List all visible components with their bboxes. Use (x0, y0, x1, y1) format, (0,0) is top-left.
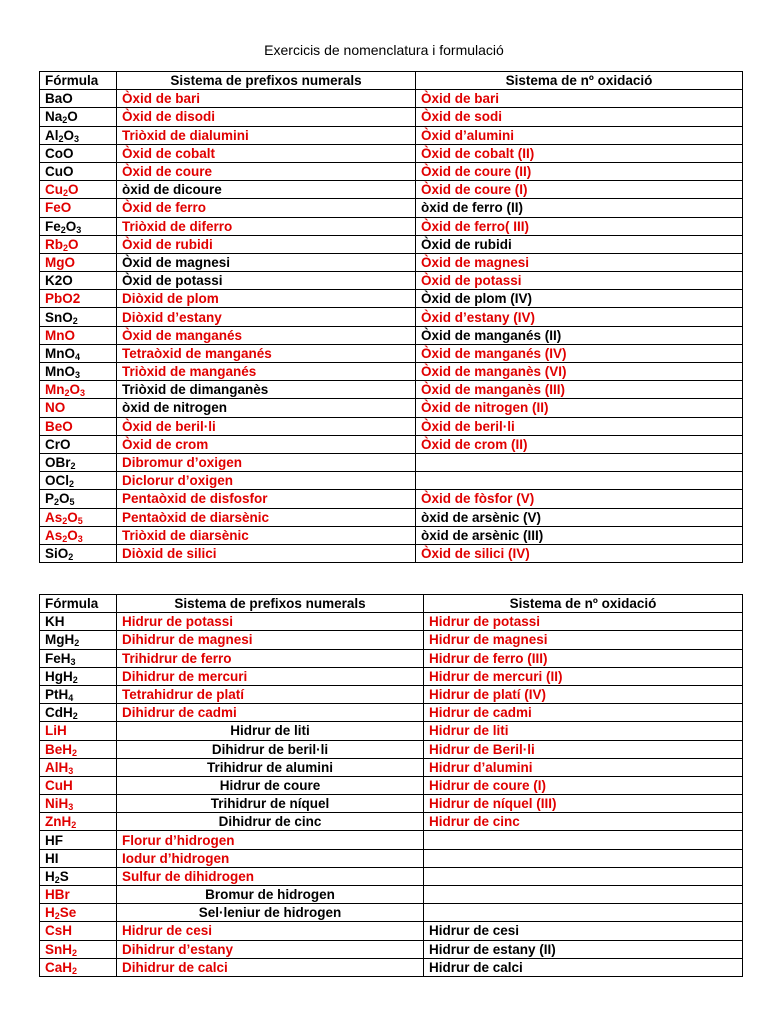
prefix-name-cell: Diòxid de plom (117, 290, 416, 308)
header-row (40, 595, 743, 613)
header-prefix-system: Sistema de prefixos numerals (117, 72, 416, 90)
oxidation-name-cell (424, 867, 743, 885)
formula-text: Cu (45, 182, 63, 198)
table-row (40, 399, 743, 417)
oxidation-name-cell: Òxid de plom (IV) (416, 290, 743, 308)
prefix-name-cell: Dihidrur de beril·li (117, 740, 424, 758)
table-row (40, 453, 743, 471)
prefix-name-cell: Dihidrur d’estany (117, 940, 424, 958)
formula-cell (40, 631, 117, 649)
formula-text: CsH (45, 923, 73, 939)
prefix-name-cell: Hidrur de coure (117, 776, 424, 794)
formula-cell (40, 490, 117, 508)
oxidation-name-cell: Òxid de ferro( III) (416, 217, 743, 235)
prefix-name-cell: Diòxid d’estany (117, 308, 416, 326)
table-row (40, 722, 743, 740)
prefix-name-cell: Òxid de coure (117, 162, 416, 180)
prefix-name-cell: Trihidrur de níquel (117, 795, 424, 813)
formula-subscript: 3 (80, 388, 86, 399)
table-row (40, 849, 743, 867)
formula-subscript: 3 (76, 224, 82, 235)
prefix-name-cell: Òxid de cobalt (117, 144, 416, 162)
table-row (40, 490, 743, 508)
oxidation-name-cell: Hidrur de calci (424, 958, 743, 976)
formula-text: H (45, 868, 55, 884)
formula-cell (40, 253, 117, 271)
formula-subscript: 3 (68, 765, 74, 776)
formula-text: P (45, 491, 55, 507)
table-row (40, 381, 743, 399)
prefix-name-cell: Òxid de rubidi (117, 235, 416, 253)
formula-subscript: 2 (72, 315, 78, 326)
table-row (40, 108, 743, 126)
table-row (40, 344, 743, 362)
prefix-name-cell: Triòxid de manganés (117, 363, 416, 381)
oxidation-name-cell: Òxid de magnesi (416, 253, 743, 271)
formula-cell (40, 181, 117, 199)
formula-cell (40, 722, 117, 740)
formula-text: O (68, 236, 79, 252)
formula-subscript: 3 (75, 370, 81, 381)
formula-cell (40, 776, 117, 794)
formula-text: O (63, 127, 75, 143)
formula-subscript: 2 (54, 497, 60, 508)
table-row (40, 526, 743, 544)
formula-cell (40, 685, 117, 703)
formula-subscript: 2 (63, 188, 69, 199)
table-row (40, 631, 743, 649)
formula-text: Fe (45, 218, 61, 234)
formula-cell (40, 399, 117, 417)
formula-text: O (67, 527, 78, 543)
table-row (40, 217, 743, 235)
formula-subscript: 2 (74, 638, 80, 649)
table-row (40, 144, 743, 162)
table-row (40, 272, 743, 290)
formula-text: CdH (45, 705, 73, 721)
formula-text: O (65, 218, 77, 234)
oxidation-name-cell: Hidrur de cadmi (424, 704, 743, 722)
formula-subscript: 2 (63, 242, 69, 253)
formula-subscript: 2 (54, 911, 60, 922)
oxidation-name-cell (416, 472, 743, 490)
formula-text: Mn (45, 382, 65, 398)
table-row (40, 508, 743, 526)
formula-subscript: 2 (64, 388, 70, 399)
formula-cell (40, 363, 117, 381)
formula-text: CuO (45, 164, 74, 180)
oxidation-name-cell: òxid de arsènic (III) (416, 526, 743, 544)
prefix-name-cell: Sulfur de dihidrogen (117, 867, 424, 885)
oxidation-name-cell: Hidrur de níquel (III) (424, 795, 743, 813)
formula-text: MgH (45, 632, 75, 648)
prefix-name-cell: Sel·leniur de hidrogen (117, 904, 424, 922)
header-oxidation-system: Sistema de nº oxidació (424, 595, 743, 613)
formula-cell (40, 144, 117, 162)
formula-text: O (67, 109, 78, 125)
oxidation-name-cell (424, 849, 743, 867)
prefix-name-cell: Dihidrur de cinc (117, 813, 424, 831)
table-row (40, 795, 743, 813)
header-prefix-system: Sistema de prefixos numerals (117, 595, 424, 613)
formula-subscript: 2 (70, 461, 76, 472)
oxidation-name-cell: Hidrur de cinc (424, 813, 743, 831)
table-row (40, 90, 743, 108)
formula-subscript: 2 (72, 711, 78, 722)
formula-text: S (59, 868, 69, 884)
formula-text: HBr (45, 887, 70, 903)
prefix-name-cell: Tetraòxid de manganés (117, 344, 416, 362)
formula-cell (40, 272, 117, 290)
formula-text: MnO (45, 364, 75, 380)
table-row (40, 472, 743, 490)
formula-text: As (45, 509, 63, 525)
formula-cell (40, 940, 117, 958)
prefix-name-cell: Florur d’hidrogen (117, 831, 424, 849)
formula-text: CrO (45, 436, 71, 452)
table-row (40, 758, 743, 776)
oxidation-name-cell: Òxid de manganès (VI) (416, 363, 743, 381)
oxidation-name-cell: Hidrur de estany (II) (424, 940, 743, 958)
formula-cell (40, 126, 117, 144)
formula-cell (40, 544, 117, 562)
formula-subscript: 2 (72, 747, 78, 758)
oxidation-name-cell: Òxid de manganés (IV) (416, 344, 743, 362)
table-row (40, 308, 743, 326)
table-row (40, 435, 743, 453)
oxidation-name-cell: òxid de arsènic (V) (416, 508, 743, 526)
table-row (40, 904, 743, 922)
formula-subscript: 4 (75, 351, 81, 362)
prefix-name-cell: Hidrur de liti (117, 722, 424, 740)
formula-cell (40, 290, 117, 308)
formula-cell (40, 162, 117, 180)
oxidation-name-cell: Òxid d’estany (IV) (416, 308, 743, 326)
oxidation-name-cell: Òxid de manganès (III) (416, 381, 743, 399)
table-row (40, 126, 743, 144)
formula-subscript: 2 (68, 551, 74, 562)
formula-text: OBr (45, 455, 71, 471)
table-row (40, 740, 743, 758)
formula-text: BeH (45, 741, 73, 757)
formula-subscript: 2 (72, 965, 78, 976)
formula-text: MnO (45, 327, 75, 343)
table-row (40, 162, 743, 180)
formula-text: O (68, 182, 79, 198)
oxidation-name-cell: Òxid de sodi (416, 108, 743, 126)
formula-text: MgO (45, 254, 75, 270)
prefix-name-cell: Triòxid de diarsènic (117, 526, 416, 544)
formula-text: CoO (45, 145, 74, 161)
prefix-name-cell: Òxid de ferro (117, 199, 416, 217)
prefix-name-cell: Dibromur d’oxigen (117, 453, 416, 471)
prefix-name-cell: Diclorur d’oxigen (117, 472, 416, 490)
oxidation-name-cell: Hidrur de magnesi (424, 631, 743, 649)
header-oxidation-system: Sistema de nº oxidació (416, 72, 743, 90)
table-row (40, 867, 743, 885)
formula-text: FeO (45, 200, 72, 216)
formula-cell (40, 849, 117, 867)
formula-text: SiO (45, 545, 69, 561)
oxidation-name-cell: Òxid de coure (II) (416, 162, 743, 180)
formula-cell (40, 308, 117, 326)
formula-subscript: 5 (69, 497, 75, 508)
formula-text: K2O (45, 273, 73, 289)
oxides-table (39, 71, 743, 563)
formula-subscript: 2 (58, 133, 64, 144)
formula-text: CaH (45, 959, 73, 975)
table-row (40, 831, 743, 849)
formula-cell (40, 472, 117, 490)
oxidation-name-cell: Hidrur de Beril·li (424, 740, 743, 758)
formula-cell (40, 108, 117, 126)
prefix-name-cell: Òxid de potassi (117, 272, 416, 290)
formula-text: Al (45, 127, 59, 143)
formula-text: NiH (45, 796, 69, 812)
oxidation-name-cell: Hidrur de potassi (424, 613, 743, 631)
prefix-name-cell: Òxid de crom (117, 435, 416, 453)
formula-text: O (69, 382, 81, 398)
oxidation-name-cell (424, 831, 743, 849)
oxidation-name-cell (416, 453, 743, 471)
oxidation-name-cell: Òxid de bari (416, 90, 743, 108)
prefix-name-cell: Pentaòxid de diarsènic (117, 508, 416, 526)
formula-text: Na (45, 109, 63, 125)
prefix-name-cell: Trihidrur de ferro (117, 649, 424, 667)
formula-cell (40, 199, 117, 217)
hydrides-table (39, 594, 743, 977)
formula-cell (40, 667, 117, 685)
prefix-name-cell: Òxid de manganés (117, 326, 416, 344)
oxidation-name-cell: Òxid de rubidi (416, 235, 743, 253)
formula-text: MnO (45, 345, 75, 361)
formula-text: KH (45, 614, 65, 630)
oxidation-name-cell: Òxid de manganés (II) (416, 326, 743, 344)
table-row (40, 886, 743, 904)
header-formula: Fórmula (40, 595, 117, 613)
table-row (40, 667, 743, 685)
formula-text: Rb (45, 236, 63, 252)
oxidation-name-cell: Òxid de beril·li (416, 417, 743, 435)
formula-subscript: 2 (72, 947, 78, 958)
formula-cell (40, 649, 117, 667)
formula-text: BeO (45, 418, 73, 434)
prefix-name-cell: Iodur d’hidrogen (117, 849, 424, 867)
formula-cell (40, 922, 117, 940)
prefix-name-cell: Dihidrur de calci (117, 958, 424, 976)
formula-cell (40, 235, 117, 253)
formula-cell (40, 867, 117, 885)
formula-subscript: 2 (62, 115, 68, 126)
formula-text: PtH (45, 687, 69, 703)
oxidation-name-cell: òxid de ferro (II) (416, 199, 743, 217)
formula-subscript: 2 (60, 224, 66, 235)
formula-text: OCl (45, 473, 70, 489)
oxidation-name-cell: Hidrur de platí (IV) (424, 685, 743, 703)
prefix-name-cell: Diòxid de silici (117, 544, 416, 562)
table-row (40, 958, 743, 976)
formula-text: NO (45, 400, 66, 416)
formula-subscript: 4 (68, 693, 74, 704)
formula-cell (40, 381, 117, 399)
formula-text: AlH (45, 759, 69, 775)
formula-cell (40, 958, 117, 976)
formula-cell (40, 217, 117, 235)
formula-text: FeH (45, 650, 71, 666)
table-row (40, 235, 743, 253)
prefix-name-cell: Òxid de beril·li (117, 417, 416, 435)
prefix-name-cell: Triòxid de diferro (117, 217, 416, 235)
formula-subscript: 5 (77, 515, 83, 526)
formula-subscript: 3 (74, 133, 80, 144)
oxidation-name-cell: Hidrur de coure (I) (424, 776, 743, 794)
formula-subscript: 2 (69, 479, 75, 490)
prefix-name-cell: Trihidrur de alumini (117, 758, 424, 776)
table-row (40, 199, 743, 217)
prefix-name-cell: òxid de nitrogen (117, 399, 416, 417)
header-formula: Fórmula (40, 72, 117, 90)
formula-cell (40, 508, 117, 526)
formula-text: O (67, 509, 78, 525)
prefix-name-cell: Tetrahidrur de platí (117, 685, 424, 703)
table-row (40, 613, 743, 631)
formula-text: BaO (45, 91, 73, 107)
formula-text: PbO2 (45, 291, 81, 307)
oxidation-name-cell (424, 904, 743, 922)
formula-subscript: 2 (71, 820, 77, 831)
oxidation-name-cell: Hidrur d’alumini (424, 758, 743, 776)
prefix-name-cell: Dihidrur de mercuri (117, 667, 424, 685)
formula-cell (40, 831, 117, 849)
formula-text: CuH (45, 777, 73, 793)
formula-cell (40, 613, 117, 631)
prefix-name-cell: Bromur de hidrogen (117, 886, 424, 904)
prefix-name-cell: Hidrur de cesi (117, 922, 424, 940)
formula-cell (40, 326, 117, 344)
formula-text: O (59, 491, 70, 507)
table-row (40, 649, 743, 667)
formula-cell (40, 435, 117, 453)
table-row (40, 253, 743, 271)
oxidation-name-cell (424, 886, 743, 904)
formula-cell (40, 740, 117, 758)
oxidation-name-cell: Hidrur de ferro (III) (424, 649, 743, 667)
oxidation-name-cell: Hidrur de mercuri (II) (424, 667, 743, 685)
formula-text: Se (59, 905, 77, 921)
oxidation-name-cell: Òxid de cobalt (II) (416, 144, 743, 162)
formula-cell (40, 344, 117, 362)
formula-text: HF (45, 832, 63, 848)
prefix-name-cell: Triòxid de dimanganès (117, 381, 416, 399)
prefix-name-cell: òxid de dicoure (117, 181, 416, 199)
formula-text: HgH (45, 668, 73, 684)
formula-text: SnO (45, 309, 73, 325)
table-row (40, 326, 743, 344)
formula-text: H (45, 905, 55, 921)
formula-cell (40, 417, 117, 435)
formula-text: As (45, 527, 63, 543)
prefix-name-cell: Dihidrur de cadmi (117, 704, 424, 722)
table-row (40, 544, 743, 562)
formula-subscript: 3 (68, 802, 74, 813)
formula-text: LiH (45, 723, 67, 739)
oxidation-name-cell: Òxid de coure (I) (416, 181, 743, 199)
table-row (40, 813, 743, 831)
formula-cell (40, 886, 117, 904)
formula-cell (40, 704, 117, 722)
table-row (40, 685, 743, 703)
oxidation-name-cell: Òxid de nitrogen (II) (416, 399, 743, 417)
formula-cell (40, 526, 117, 544)
table-row (40, 922, 743, 940)
table-row (40, 704, 743, 722)
table-row (40, 417, 743, 435)
oxidation-name-cell: Òxid de silici (IV) (416, 544, 743, 562)
prefix-name-cell: Dihidrur de magnesi (117, 631, 424, 649)
formula-subscript: 3 (70, 656, 76, 667)
formula-subscript: 2 (54, 874, 60, 885)
oxidation-name-cell: Hidrur de cesi (424, 922, 743, 940)
oxidation-name-cell: Òxid de crom (II) (416, 435, 743, 453)
formula-cell (40, 813, 117, 831)
table-row (40, 181, 743, 199)
table-row (40, 776, 743, 794)
table-row (40, 940, 743, 958)
formula-cell (40, 758, 117, 776)
formula-subscript: 2 (62, 533, 68, 544)
formula-cell (40, 90, 117, 108)
formula-cell (40, 795, 117, 813)
oxidation-name-cell: Òxid de potassi (416, 272, 743, 290)
oxidation-name-cell: Òxid de fòsfor (V) (416, 490, 743, 508)
prefix-name-cell: Hidrur de potassi (117, 613, 424, 631)
prefix-name-cell: Triòxid de dialumini (117, 126, 416, 144)
prefix-name-cell: Òxid de magnesi (117, 253, 416, 271)
formula-cell (40, 453, 117, 471)
prefix-name-cell: Òxid de bari (117, 90, 416, 108)
oxidation-name-cell: Hidrur de liti (424, 722, 743, 740)
table-row (40, 290, 743, 308)
header-row (40, 72, 743, 90)
table-row (40, 363, 743, 381)
formula-text: SnH (45, 941, 72, 957)
prefix-name-cell: Òxid de disodi (117, 108, 416, 126)
formula-subscript: 2 (72, 674, 78, 685)
page-title: Exercicis de nomenclatura i formulació (264, 42, 504, 58)
formula-cell (40, 904, 117, 922)
formula-subscript: 3 (77, 533, 83, 544)
formula-text: HI (45, 850, 59, 866)
oxidation-name-cell: Òxid d’alumini (416, 126, 743, 144)
prefix-name-cell: Pentaòxid de disfosfor (117, 490, 416, 508)
formula-text: ZnH (45, 814, 72, 830)
formula-subscript: 2 (62, 515, 68, 526)
